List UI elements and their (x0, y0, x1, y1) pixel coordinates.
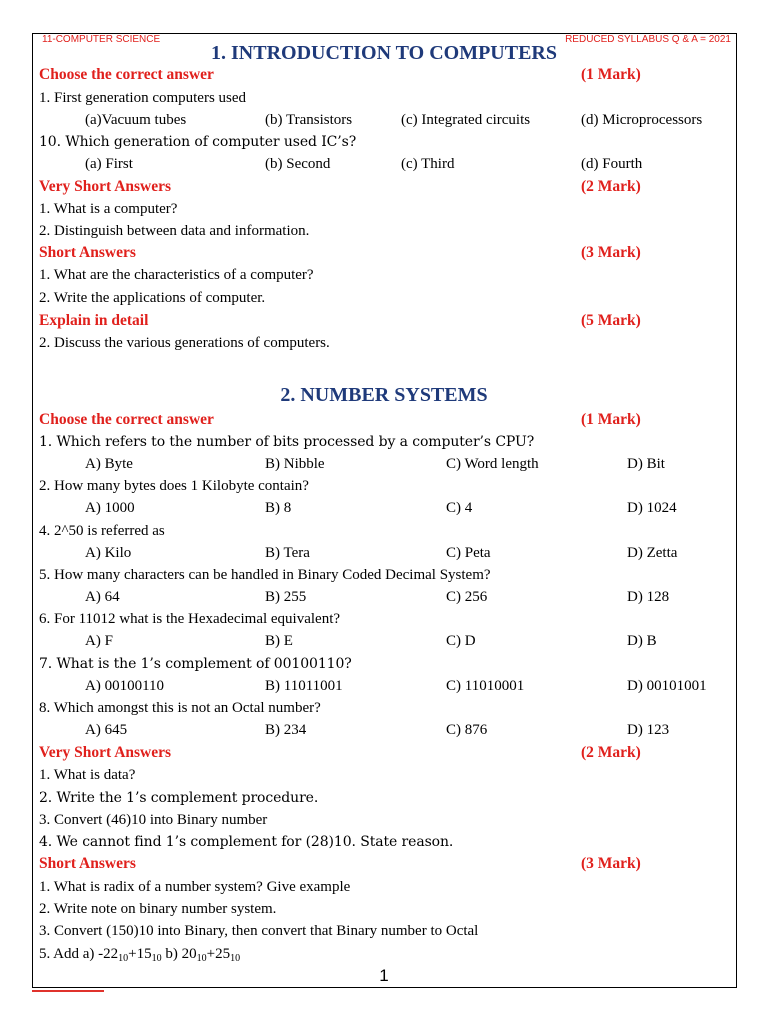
ch2-option: A) Byte (85, 456, 133, 472)
ch2-option: D) B (627, 633, 657, 649)
ch1-mcq-heading: Choose the correct answer (39, 66, 214, 83)
ch2-sa-item-add (39, 945, 240, 963)
ch2-question: 6. For 11012 what is the Hexadecimal equivalent? (39, 611, 341, 627)
ch2-option: B) 255 (265, 589, 307, 605)
ch2-option: C) Word length (446, 456, 539, 472)
ch1-ed-heading: Explain in detail (39, 312, 149, 329)
ch1-option: (d) Fourth (581, 156, 643, 172)
ch1-option: (c) Third (401, 156, 455, 172)
ch2-option: C) Peta (446, 545, 491, 561)
ch2-vsa-heading: Very Short Answers (39, 744, 172, 761)
ch2-vsa-mark: (2 Mark) (581, 744, 641, 761)
ch1-sa-mark: (3 Mark) (581, 244, 641, 261)
ch2-option: D) 128 (627, 589, 670, 605)
add-part: +15 (128, 946, 152, 962)
ch2-option: C) 4 (446, 500, 473, 516)
ch2-option: A) Kilo (85, 545, 132, 561)
ch2-option: C) D (446, 633, 476, 649)
subscript: 10 (196, 953, 207, 964)
subscript: 10 (151, 953, 162, 964)
ch2-option: B) E (265, 633, 293, 649)
ch2-option: D) 123 (627, 722, 670, 738)
ch2-sa-item: 1. What is radix of a number system? Give example (39, 879, 351, 895)
subscript: 10 (118, 953, 129, 964)
ch1-option: (a) First (85, 156, 133, 172)
ch2-question: 7. What is the 1’s complement of 00100110? (39, 656, 352, 672)
header-syllabus: REDUCED SYLLABUS Q & A = 2021 (565, 34, 731, 45)
ch2-sa-mark: (3 Mark) (581, 855, 641, 872)
ch1-sa-item: 2. Write the applications of computer. (39, 290, 266, 306)
ch2-option: A) 645 (85, 722, 128, 738)
ch2-option: B) Nibble (265, 456, 325, 472)
ch2-option: C) 11010001 (446, 678, 525, 694)
ch1-option: (b) Transistors (265, 112, 353, 128)
chapter1-title: 1. INTRODUCTION TO COMPUTERS (211, 42, 557, 64)
ch2-option: D) 1024 (627, 500, 677, 516)
ch2-question: 5. How many characters can be handled in Binary Coded Decimal System? (39, 567, 491, 583)
add-part: b) 20 (161, 946, 197, 962)
ch1-vsa-mark: (2 Mark) (581, 178, 641, 195)
ch1-sa-heading: Short Answers (39, 244, 136, 261)
ch2-vsa-item: 2. Write the 1’s complement procedure. (39, 790, 319, 806)
ch1-question: 1. First generation computers used (39, 90, 247, 106)
ch2-option: B) 11011001 (265, 678, 343, 694)
ch2-option: C) 876 (446, 722, 488, 738)
ch2-option: C) 256 (446, 589, 488, 605)
ch2-sa-item: 3. Convert (150)10 into Binary, then convert that Binary number to Octal (39, 923, 479, 939)
ch2-vsa-item: 4. We cannot find 1’s complement for (28)10. State reason. (39, 834, 454, 850)
footer-accent (32, 990, 104, 992)
ch2-sa-heading: Short Answers (39, 855, 136, 872)
ch2-option: B) Tera (265, 545, 310, 561)
ch1-question: 10. Which generation of computer used IC’s? (39, 134, 357, 150)
ch2-option: A) 64 (85, 589, 120, 605)
ch2-sa-item: 2. Write note on binary number system. (39, 901, 277, 917)
ch2-option: D) Bit (627, 456, 665, 472)
ch1-ed-mark: (5 Mark) (581, 312, 641, 329)
ch1-vsa-heading: Very Short Answers (39, 178, 172, 195)
ch1-option: (d) Microprocessors (581, 112, 703, 128)
ch1-mcq-mark: (1 Mark) (581, 66, 641, 83)
ch2-option: B) 234 (265, 722, 307, 738)
subscript: 10 (230, 953, 241, 964)
header-subject: 11-COMPUTER SCIENCE (42, 34, 161, 45)
ch1-option: (a)Vacuum tubes (85, 112, 187, 128)
ch2-option: D) 00101001 (627, 678, 707, 694)
ch2-question: 8. Which amongst this is not an Octal number? (39, 700, 321, 716)
ch1-option: (c) Integrated circuits (401, 112, 531, 128)
ch2-mcq-mark: (1 Mark) (581, 411, 641, 428)
ch1-ed-item: 2. Discuss the various generations of computers. (39, 335, 330, 351)
ch2-option: A) F (85, 633, 113, 649)
ch1-vsa-item: 1. What is a computer? (39, 201, 178, 217)
ch2-vsa-item: 1. What is data? (39, 767, 136, 783)
ch1-option: (b) Second (265, 156, 331, 172)
ch1-vsa-item: 2. Distinguish between data and information. (39, 223, 310, 239)
page-number: 1 (379, 966, 389, 985)
ch2-question: 4. 2^50 is referred as (39, 523, 165, 539)
ch1-sa-item: 1. What are the characteristics of a computer? (39, 267, 314, 283)
ch2-option: A) 00100110 (85, 678, 165, 694)
ch2-question: 2. How many bytes does 1 Kilobyte contain? (39, 478, 309, 494)
ch2-option: B) 8 (265, 500, 292, 516)
chapter2-title: 2. NUMBER SYSTEMS (280, 384, 488, 406)
ch2-option: D) Zetta (627, 545, 678, 561)
ch2-vsa-item: 3. Convert (46)10 into Binary number (39, 812, 268, 828)
ch2-question: 1. Which refers to the number of bits processed by a computer’s CPU? (39, 434, 535, 450)
ch2-mcq-heading: Choose the correct answer (39, 411, 214, 428)
add-part: +25 (206, 946, 231, 962)
ch2-option: A) 1000 (85, 500, 135, 516)
add-prefix: 5. Add a) -22 (39, 946, 119, 962)
footer-rule (32, 987, 737, 988)
